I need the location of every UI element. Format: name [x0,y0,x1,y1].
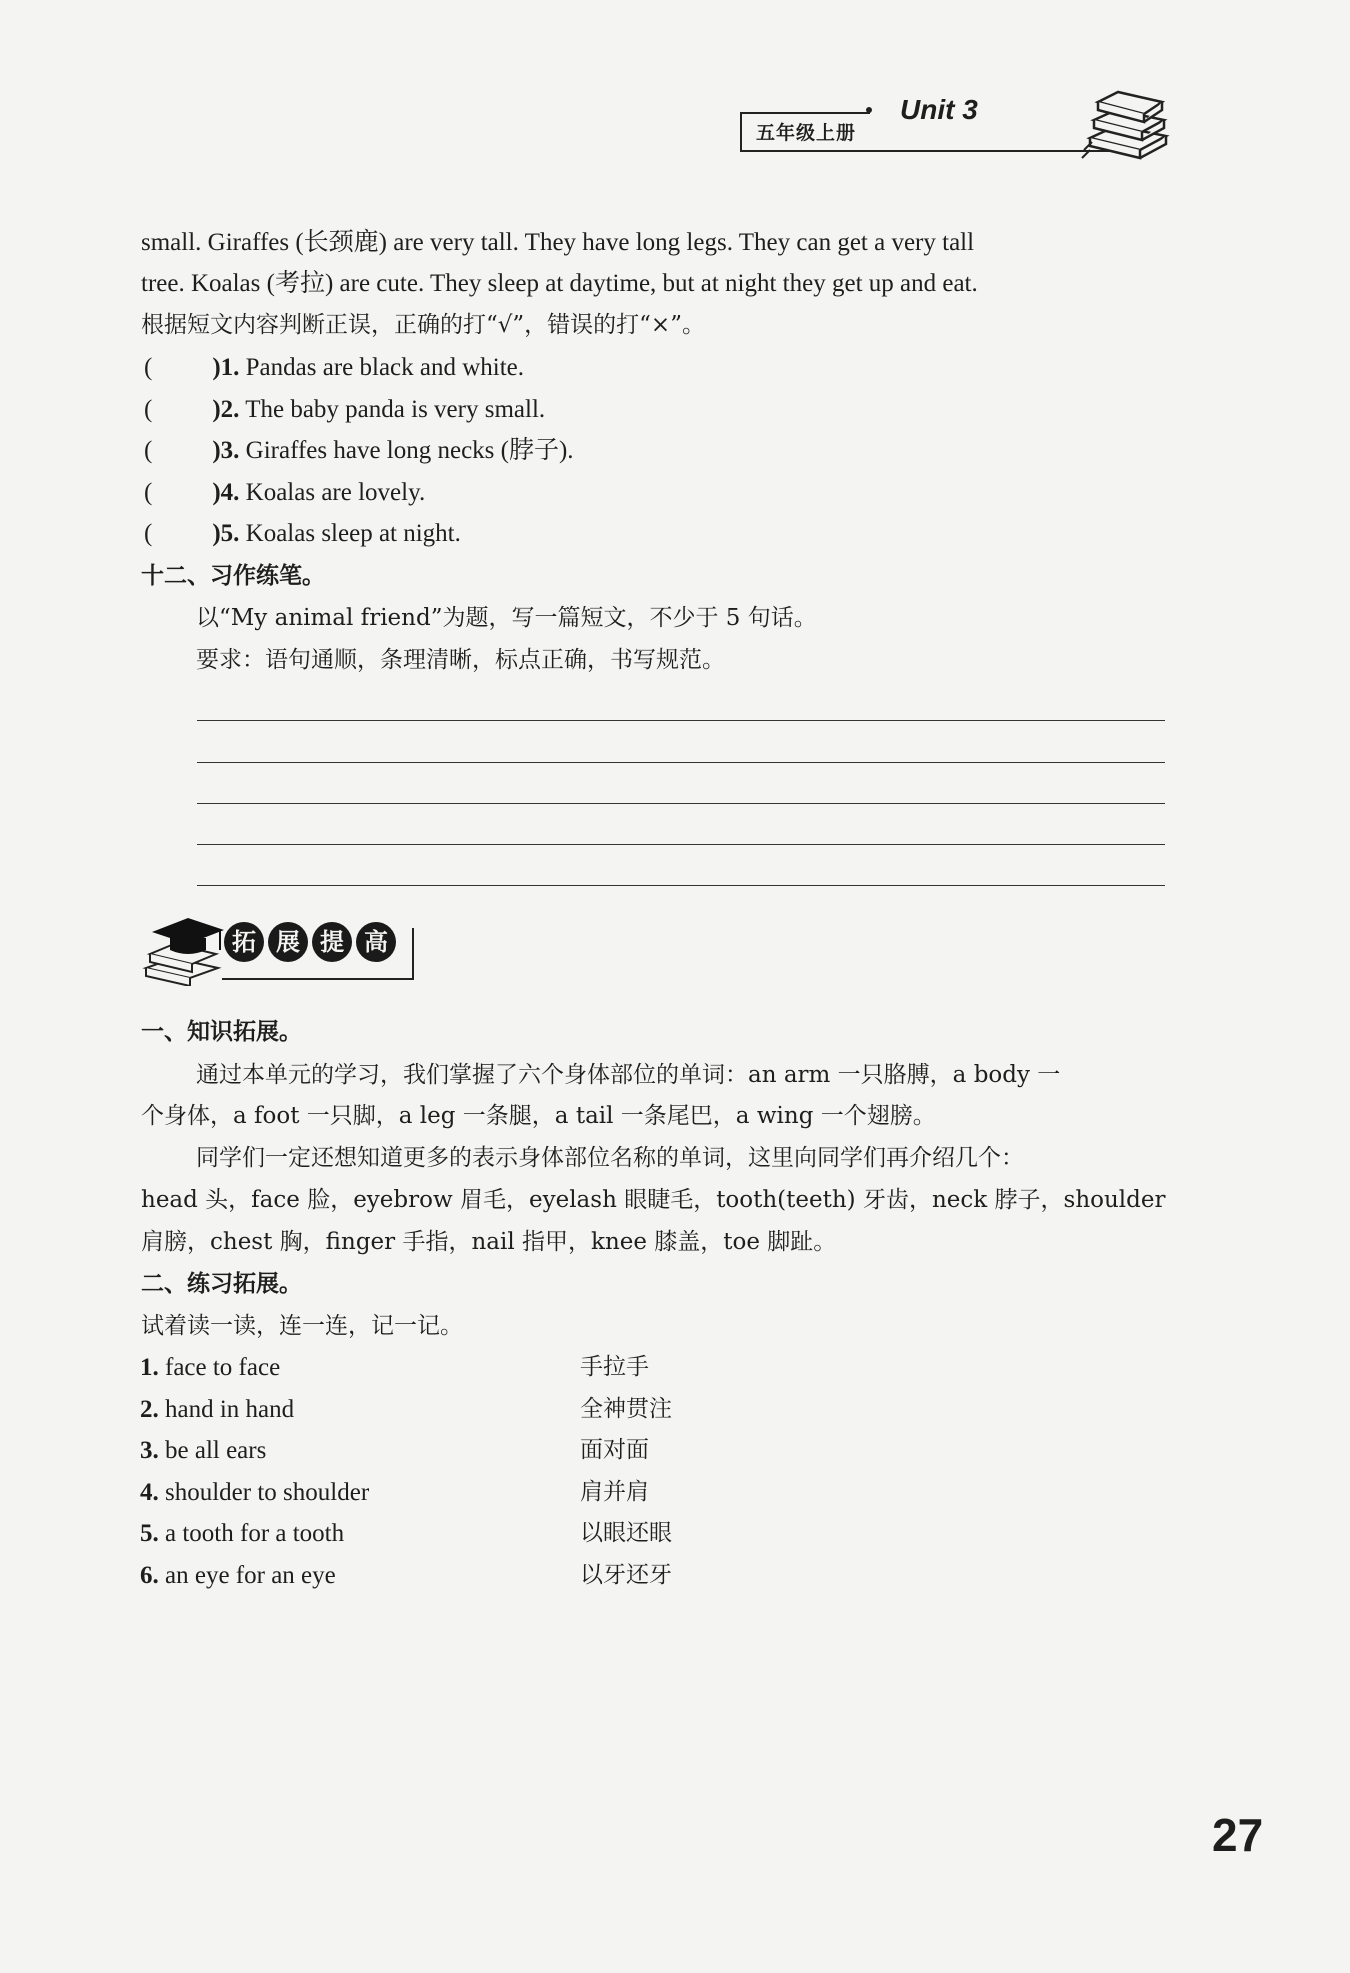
answer-paren: ( [144,437,153,464]
item-text: Giraffes have long necks (脖子). [245,437,574,464]
ext-2-instruction: 试着读一读，连一连，记一记。 [141,1313,463,1339]
banner-char: 展 [268,922,308,962]
phrase-number: 2. [140,1396,159,1423]
tf-item[interactable] [144,472,425,513]
ext-2-title: 二、练习拓展。 [141,1271,302,1297]
section-12-title: 十二、习作练笔。 [141,563,325,589]
phrase-number: 6. [140,1562,159,1589]
banner-char: 提 [312,922,352,962]
answer-paren: ( [144,479,153,506]
banner-char: 拓 [224,922,264,962]
item-text: Koalas are lovely. [245,479,426,506]
phrase-number: 4. [140,1479,159,1506]
item-number: )3. [212,437,240,464]
match-phrase[interactable] [140,1430,266,1471]
answer-paren: ( [144,520,153,547]
ext-1-paragraph-1-line-2: 个身体，a foot 一只脚，a leg 一条腿，a tail 一条尾巴，a wing 一个翅膀。 [141,1103,936,1129]
item-text: Pandas are black and white. [245,354,525,381]
writing-line[interactable] [197,803,1165,804]
header-rule [740,150,1120,152]
banner-title [224,922,400,962]
item-number: )4. [212,479,240,506]
tf-instruction: 根据短文内容判断正误，正确的打“√”，错误的打“×”。 [141,312,705,338]
answer-paren: ( [144,396,153,423]
ext-1-title: 一、知识拓展。 [141,1019,302,1045]
writing-requirement: 要求：语句通顺，条理清晰，标点正确，书写规范。 [196,647,725,673]
page-number: 27 [1212,1809,1264,1861]
phrase-text: face to face [165,1354,281,1381]
phrase-number: 3. [140,1437,159,1464]
passage-line-1: small. Giraffes (长颈鹿) are very tall. They have long legs. They can get a very tall [141,229,975,256]
answer-paren: ( [144,354,153,381]
match-meaning[interactable]: 肩并肩 [580,1479,649,1505]
ext-1-paragraph-2-line-2: head 头，face 脸，eyebrow 眉毛，eyelash 眼睫毛，tooth(teeth) 牙齿，neck 脖子，shoulder [141,1187,1166,1213]
phrase-text: a tooth for a tooth [165,1520,345,1547]
tf-item[interactable] [144,430,574,471]
phrase-number: 1. [140,1354,159,1381]
writing-line[interactable] [197,720,1165,721]
writing-line[interactable] [197,844,1165,845]
match-meaning[interactable]: 以眼还眼 [580,1520,672,1546]
tf-item[interactable] [144,513,461,554]
match-phrase[interactable] [140,1389,294,1430]
tf-item[interactable] [144,389,545,430]
match-phrase[interactable] [140,1513,344,1554]
passage-line-2: tree. Koalas (考拉) are cute. They sleep at daytime, but at night they get up and eat. [141,270,978,297]
ext-1-paragraph-1-line-1: 通过本单元的学习，我们掌握了六个身体部位的单词：an arm 一只胳膊，a body 一 [196,1062,1061,1088]
tf-item[interactable] [144,347,524,388]
item-text: The baby panda is very small. [245,396,546,423]
books-icon [1080,80,1170,160]
match-meaning[interactable]: 全神贯注 [580,1396,672,1422]
item-number: )2. [212,396,240,423]
phrase-text: an eye for an eye [165,1562,336,1589]
phrase-number: 5. [140,1520,159,1547]
match-meaning[interactable]: 面对面 [580,1437,649,1463]
phrase-text: be all ears [165,1437,267,1464]
item-number: )5. [212,520,240,547]
match-meaning[interactable]: 以牙还牙 [580,1562,672,1588]
banner-char: 高 [356,922,396,962]
match-meaning[interactable]: 手拉手 [580,1354,649,1380]
item-text: Koalas sleep at night. [245,520,461,547]
writing-prompt: 以“My animal friend”为题，写一篇短文，不少于 5 句话。 [196,605,817,631]
match-phrase[interactable] [140,1347,280,1388]
ext-1-paragraph-2-line-1: 同学们一定还想知道更多的表示身体部位名称的单词，这里向同学们再介绍几个： [196,1145,1024,1171]
header-dot [866,107,872,113]
unit-title: Unit 3 [900,94,978,125]
ext-1-paragraph-2-line-3: 肩膀，chest 胸，finger 手指，nail 指甲，knee 膝盖，toe 脚趾。 [141,1229,837,1255]
grade-label: 五年级上册 [740,112,870,150]
match-phrase[interactable] [140,1472,369,1513]
phrase-text: hand in hand [165,1396,295,1423]
writing-line[interactable] [197,885,1165,886]
item-number: )1. [212,354,240,381]
writing-line[interactable] [197,762,1165,763]
match-phrase[interactable] [140,1555,336,1596]
phrase-text: shoulder to shoulder [165,1479,370,1506]
